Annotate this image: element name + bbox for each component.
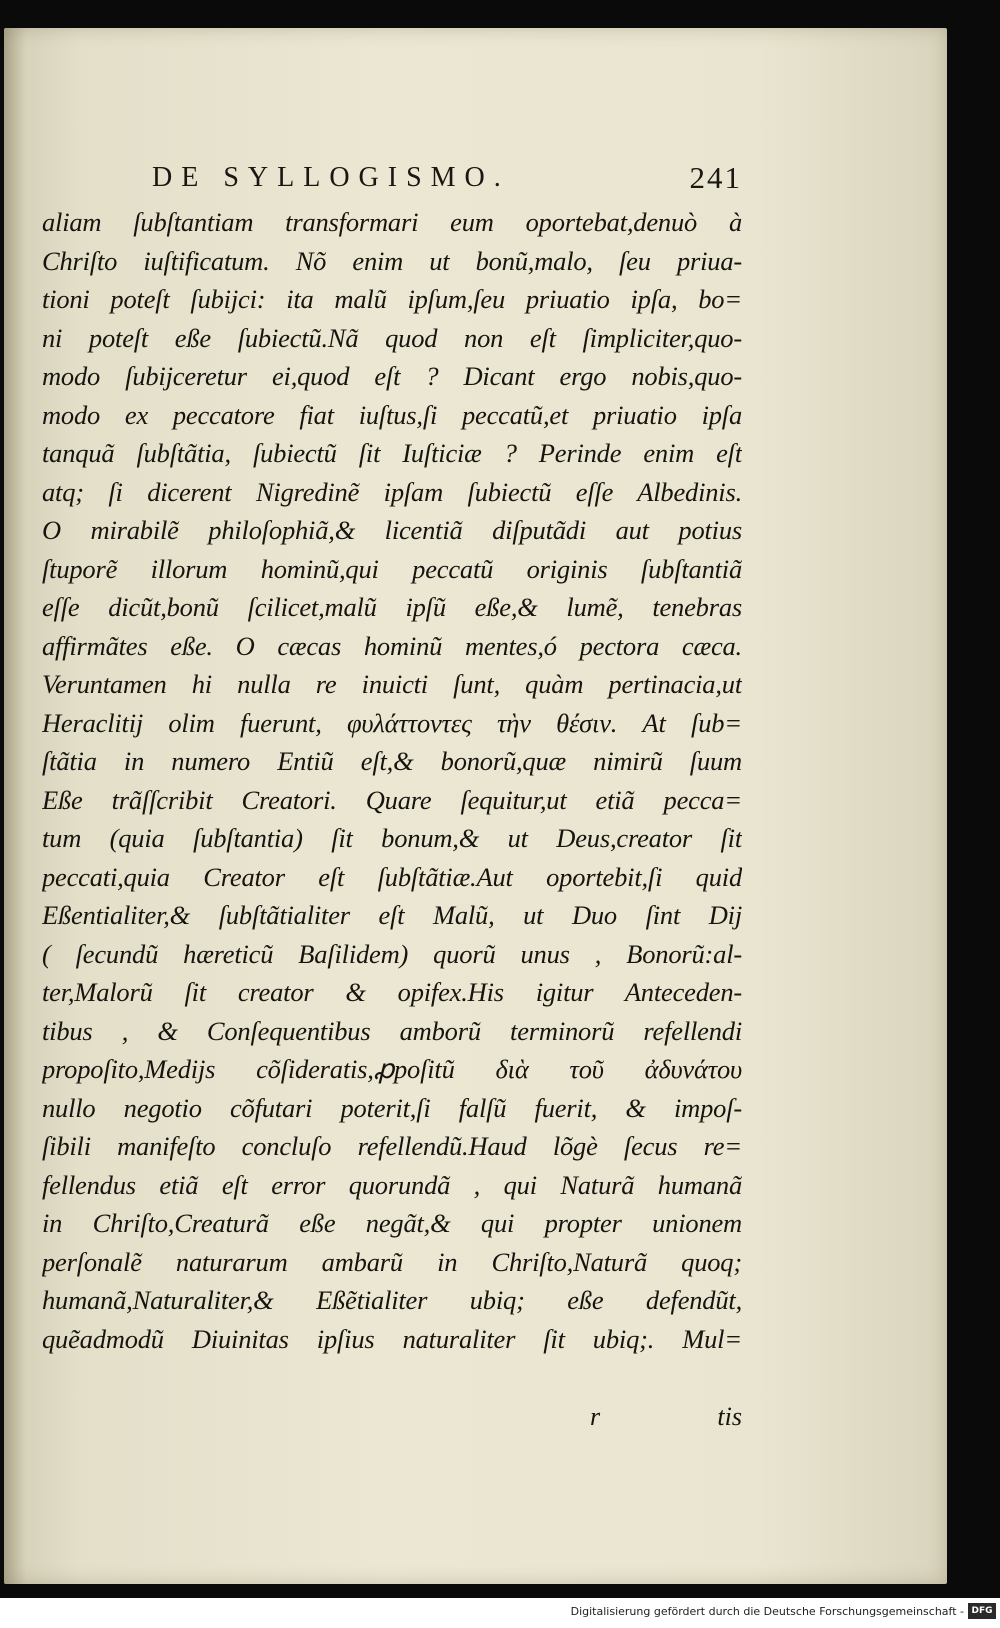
digitization-footer bbox=[0, 1598, 1000, 1628]
page-number: 241 bbox=[689, 160, 742, 195]
text-line: modo ex peccatore fiat iuſtus,ſi peccatũ,et priuatio ipſa bbox=[42, 399, 742, 430]
text-line: Eßentialiter,& ſubſtãtialiter eſt Malũ, ut Duo ſint Dij bbox=[42, 900, 742, 930]
signature-line bbox=[590, 1402, 742, 1438]
body-text bbox=[42, 203, 742, 1358]
text-line: atq; ſi dicerent Nigredinẽ ipſam ſubiectũ eſſe Albedinis. bbox=[42, 476, 742, 507]
running-title: DE SYLLOGISMO. bbox=[152, 162, 510, 193]
text-line: ſtãtia in numero Entiũ eſt,& bonorũ,quæ nimirũ ſuum bbox=[42, 746, 742, 776]
text-line: humanã,Naturaliter,& Eßẽtialiter ubiq; eße defendũt, bbox=[42, 1285, 742, 1315]
text-line: tioni poteſt ſubijci: ita malũ ipſum,ſeu priuatio ipſa, bo= bbox=[42, 284, 742, 314]
text-line: Heraclitij olim fuerunt, φυλάττοντες τὴν θέσιν. At ſub= bbox=[42, 707, 742, 738]
dfg-logo: DFG bbox=[968, 1603, 996, 1619]
running-head bbox=[152, 158, 742, 198]
text-line: aliam ſubſtantiam transformari eum oportebat,denuò à bbox=[42, 207, 742, 237]
text-line: Chriſto iuſtificatum. Nõ enim ut bonũ,malo, ſeu priua- bbox=[42, 245, 742, 276]
text-line: propoſito,Medijs cõſideratis,ꝓpoſitũ διὰ τοῦ ἀδυνάτου bbox=[42, 1054, 742, 1084]
text-line: peccati,quia Creator eſt ſubſtãtiæ.Aut oportebit,ſi quid bbox=[42, 861, 742, 892]
text-line: ter,Malorũ ſit creator & opifex.His igitur Anteceden- bbox=[42, 977, 742, 1007]
catchword: tis bbox=[717, 1402, 742, 1431]
signature-mark: r bbox=[590, 1402, 601, 1431]
text-line: eſſe dicũt,bonũ ſcilicet,malũ ipſũ eße,& lumẽ, tenebras bbox=[42, 592, 742, 622]
funding-credit: Digitalisierung gefördert durch die Deutsche Forschungsgemeinschaft - bbox=[570, 1605, 964, 1618]
text-line: in Chriſto,Creaturã eße negãt,& qui propter unionem bbox=[42, 1208, 742, 1238]
text-line: tanquã ſubſtãtia, ſubiectũ ſit Iuſticiæ ? Perinde enim eſt bbox=[42, 438, 742, 468]
text-line: ni poteſt eße ſubiectũ.Nã quod non eſt ſimpliciter,quo- bbox=[42, 322, 742, 353]
text-line: tum (quia ſubſtantia) ſit bonum,& ut Deus,creator ſit bbox=[42, 823, 742, 853]
text-line: Veruntamen hi nulla re inuicti ſunt, quàm pertinacia,ut bbox=[42, 669, 742, 699]
text-line: tibus , & Conſequentibus amborũ terminorũ refellendi bbox=[42, 1015, 742, 1046]
text-line: affirmãtes eße. O cæcas hominũ mentes,ó pectora cæca. bbox=[42, 630, 742, 661]
text-line: modo ſubijceretur ei,quod eſt ? Dicant ergo nobis,quo- bbox=[42, 361, 742, 391]
text-line: O mirabilẽ philoſophiã,& licentiã diſputãdi aut potius bbox=[42, 515, 742, 545]
text-line: nullo negotio cõfutari poterit,ſi falſũ fuerit, & impoſ- bbox=[42, 1092, 742, 1123]
text-line: Eße trãſſcribit Creatori. Quare ſequitur,ut etiã pecca= bbox=[42, 784, 742, 815]
text-line: ( ſecundũ hæreticũ Baſilidem) quorũ unus , Bonorũ:al- bbox=[42, 938, 742, 969]
text-line: ſibili manifeſto concluſo refellendũ.Haud lõgè ſecus re= bbox=[42, 1131, 742, 1161]
text-line: perſonalẽ naturarum ambarũ in Chriſto,Naturã quoq; bbox=[42, 1246, 742, 1277]
text-line: fellendus etiã eſt error quorundã , qui Naturã humanã bbox=[42, 1169, 742, 1200]
text-line: ſtuporẽ illorum hominũ,qui peccatũ originis ſubſtantiã bbox=[42, 553, 742, 584]
text-line: quẽadmodũ Diuinitas ipſius naturaliter ſit ubiq;. Mul= bbox=[42, 1323, 742, 1354]
